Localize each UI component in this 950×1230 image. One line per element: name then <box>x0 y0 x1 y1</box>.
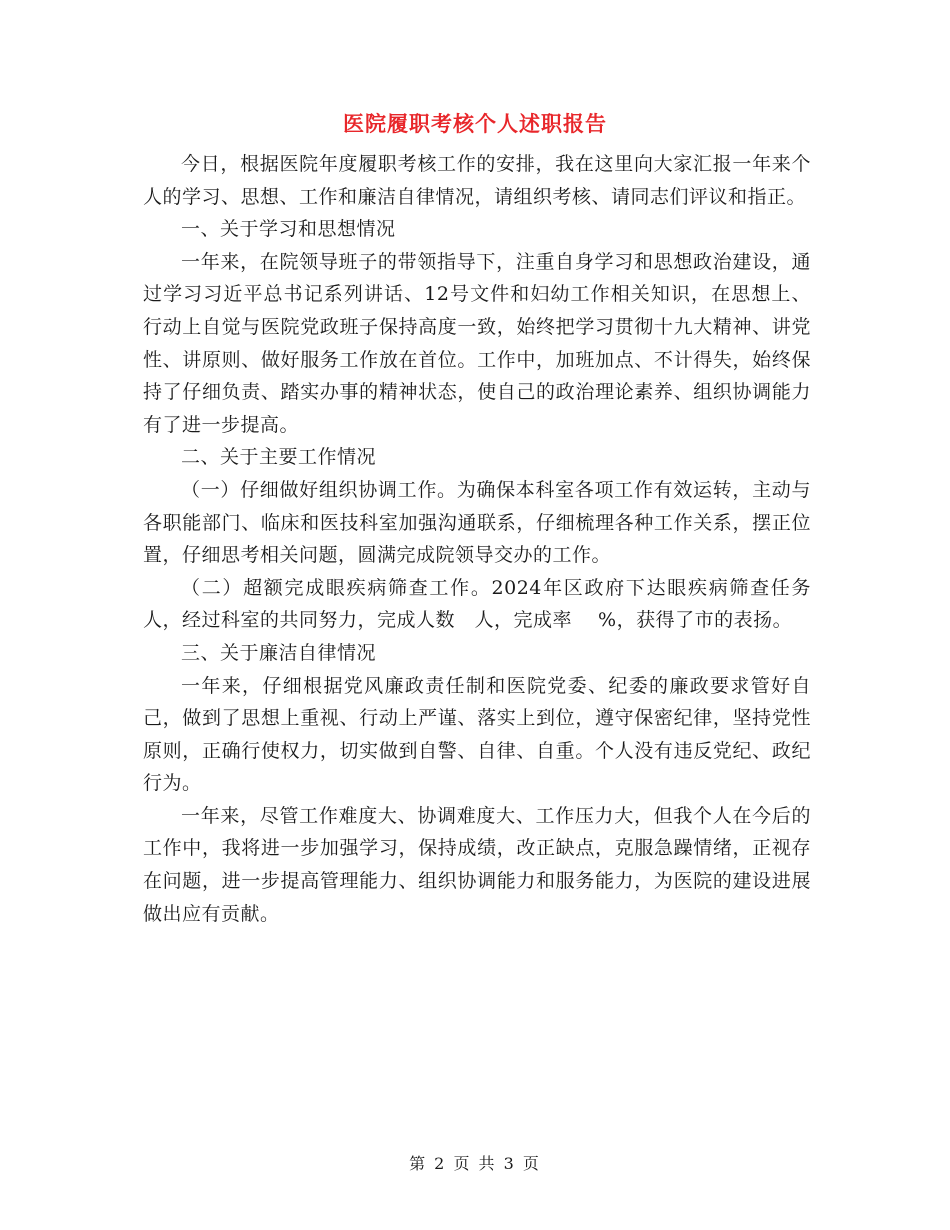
page-number-footer: 第 2 页 共 3 页 <box>409 1154 541 1173</box>
document-title: 医院履职考核个人述职报告 <box>343 111 607 136</box>
work-paragraph-1: （一）仔细做好组织协调工作。为确保本科室各项工作有效运转，主动与各职能部门、临床和医技科室加强沟通联系，仔细梳理各种工作关系，摆正位置，仔细思考相关问题，圆满完成院领导交办的工作。 <box>143 478 811 567</box>
section-heading-work: 二、关于主要工作情况 <box>181 446 377 469</box>
study-paragraph: 一年来，在院领导班子的带领指导下，注重自身学习和思想政治建设，通过学习习近平总书记系列讲话、12号文件和妇幼工作相关知识，在思想上、行动上自觉与医院党政班子保持高度一致，始终把学习贯彻十九大精神、讲党性、讲原则、做好服务工作放在首位。工作中，加班加点、不计得失，始终保持了仔细负责、踏实办事的精神状态，使自己的政治理论素养、组织协调能力有了进一步提高。 <box>143 250 811 436</box>
section-heading-study: 一、关于学习和思想情况 <box>181 218 396 241</box>
document-body <box>143 148 838 930</box>
intro-paragraph: 今日，根据医院年度履职考核工作的安排，我在这里向大家汇报一年来个人的学习、思想、工作和廉洁自律情况，请组织考核、请同志们评议和指正。 <box>143 153 811 208</box>
integrity-paragraph: 一年来，仔细根据党风廉政责任制和医院党委、纪委的廉政要求管好自己，做到了思想上重视、行动上严谨、落实上到位，遵守保密纪律，坚持党性原则，正确行使权力，切实做到自警、自律、自重。个人没有违反党纪、政纪行为。 <box>143 674 811 795</box>
work-paragraph-2: （二）超额完成眼疾病筛查工作。2024年区政府下达眼疾病筛查任务 人，经过科室的共同努力，完成人数 人，完成率 %，获得了市的表扬。 <box>143 576 838 632</box>
section-heading-integrity: 三、关于廉洁自律情况 <box>181 641 377 664</box>
closing-paragraph: 一年来，尽管工作难度大、协调难度大、工作压力大，但我个人在今后的工作中，我将进一步加强学习，保持成绩，改正缺点，克服急躁情绪，正视存在问题，进一步提高管理能力、组织协调能力和服务能力，为医院的建设进展做出应有贡献。 <box>143 804 811 925</box>
